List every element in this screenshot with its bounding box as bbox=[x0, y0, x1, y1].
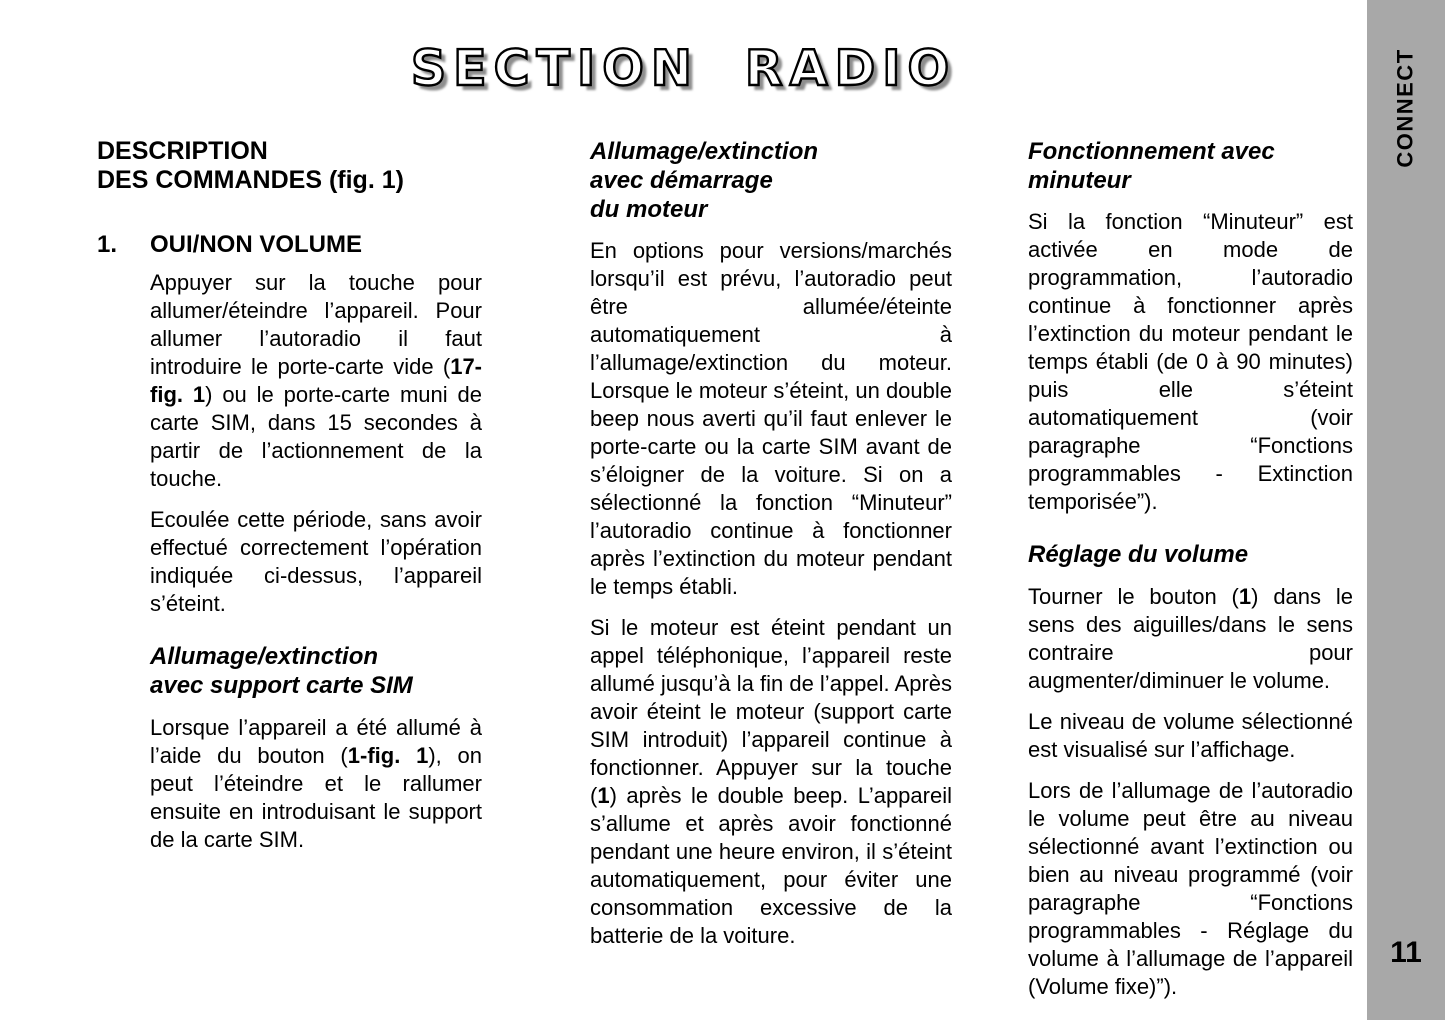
description-heading-line1: DESCRIPTION bbox=[97, 137, 268, 165]
paragraph-text: ), on peut l’éteindre et le rallumer ensuite en introduisant le support de la carte SIM. bbox=[150, 743, 483, 852]
paragraph-text: Lorsque l’appareil a été allumé à l’aide du bouton ( bbox=[150, 715, 482, 768]
subheading-allumage-support-sim bbox=[150, 642, 482, 700]
subheading-line1: Allumage/extinction bbox=[150, 643, 379, 670]
paragraph-lorsque-allume bbox=[150, 714, 482, 854]
paragraph-text: Appuyer sur la touche pour allumer/éteindre l’appareil. Pour allumer l’autoradio il faut introduire le porte-carte vide ( bbox=[150, 270, 482, 379]
figure-reference: 1-fig. 1 bbox=[347, 743, 429, 768]
paragraph-allumage-touche bbox=[150, 269, 482, 493]
page-number: 11 bbox=[1390, 936, 1422, 969]
paragraph-niveau-volume: Le niveau de volume sélectionné est visualisé sur l’affichage. bbox=[1028, 709, 1353, 762]
figure-reference: 17-fig. 1 bbox=[150, 354, 482, 407]
connect-tab bbox=[1367, 46, 1445, 170]
description-heading bbox=[97, 137, 482, 195]
subheading-line1: Fonctionnement avec bbox=[1028, 138, 1275, 165]
subheading-line2: avec support carte SIM bbox=[150, 672, 413, 699]
paragraph-text: Tourner le bouton ( bbox=[1028, 584, 1239, 609]
paragraph-text: ) après le double beep. L’appareil s’allume et après avoir fonctionné pendant une heure environ, il s’éteint automatiquement, pour éviter une consommation excessive de la batterie de la voiture. bbox=[590, 783, 952, 948]
paragraph-text: Si le moteur est éteint pendant un appel téléphonique, l’appareil reste allumé jusqu’à la fin de l’appel. Après avoir éteint le moteur (support carte SIM introduit) l’appareil continue à fonctionner. Appuyer sur la touche ( bbox=[590, 615, 953, 808]
button-reference: 1 bbox=[1238, 584, 1252, 609]
subheading-fonctionnement-minuteur bbox=[1028, 137, 1353, 195]
paragraph-text: ) ou le porte-carte muni de carte SIM, dans 15 secondes à partir de l’actionnement de la touche. bbox=[150, 382, 482, 491]
paragraph-fonction-minuteur: Si la fonction “Minuteur” est activée en mode de programmation, l’autoradio continue à fonctionner après l’extinction du moteur pendant le temps établi (de 0 à 90 minutes) puis elle s’éteint automatiquement (voir paragraphe “Fonctions programmables - Extinction temporisée”). bbox=[1028, 209, 1353, 514]
subheading-line1: Allumage/extinction bbox=[590, 138, 819, 165]
item-oui-non-volume bbox=[97, 231, 482, 259]
subheading-line2: avec démarrage bbox=[590, 167, 773, 194]
subheading-allumage-demarrage bbox=[590, 137, 952, 224]
paragraph-en-options: En options pour versions/marchés lorsqu’il est prévu, l’autoradio peut être allumée/éteinte automatiquement à l’allumage/extinction du moteur. Lorsque le moteur s’éteint, un double beep nous averti qu’il faut enlever le porte-carte ou la carte SIM avant de s’éloigner de la voiture. Si on a sélectionné la fonction “Minuteur” l’autoradio continue à fonctionner après l’extinction du moteur pendant le temps établi. bbox=[590, 238, 953, 599]
description-heading-line2: DES COMMANDES (fig. 1) bbox=[97, 166, 404, 194]
column-fonctionnement-minuteur bbox=[1028, 137, 1353, 1014]
subheading-reglage-volume: Réglage du volume bbox=[1028, 541, 1249, 568]
page-title: SECTION RADIO bbox=[410, 40, 957, 97]
column-description-commandes bbox=[97, 137, 482, 867]
paragraph-moteur-eteint-appel bbox=[590, 614, 952, 950]
subheading-line2: minuteur bbox=[1028, 167, 1131, 194]
connect-tab-label: CONNECT bbox=[1393, 48, 1418, 168]
paragraph-tourner-bouton bbox=[1028, 583, 1353, 695]
item-title: OUI/NON VOLUME bbox=[150, 231, 363, 258]
paragraph-text: ) dans le sens des aiguilles/dans le sens contraire pour augmenter/diminuer le volume. bbox=[1028, 584, 1353, 693]
paragraph-lors-allumage: Lors de l’allumage de l’autoradio le volume peut être au niveau sélectionné avant l’extinction ou bien au niveau programmé (voir paragraphe “Fonctions programmables - Réglage du volume à l’allumage de l’appareil (Volume fixe)”). bbox=[1028, 778, 1353, 999]
subheading-line3: du moteur bbox=[590, 196, 708, 223]
paragraph-ecoulee-periode: Ecoulée cette période, sans avoir effectué correctement l’opération indiquée ci-dessus, l’appareil s’éteint. bbox=[150, 507, 482, 616]
button-reference: 1 bbox=[597, 783, 610, 808]
section-tab-bar bbox=[1367, 0, 1445, 1020]
item-body bbox=[150, 269, 482, 854]
item-number: 1. bbox=[97, 231, 118, 258]
column-allumage-demarrage-moteur bbox=[590, 137, 952, 963]
